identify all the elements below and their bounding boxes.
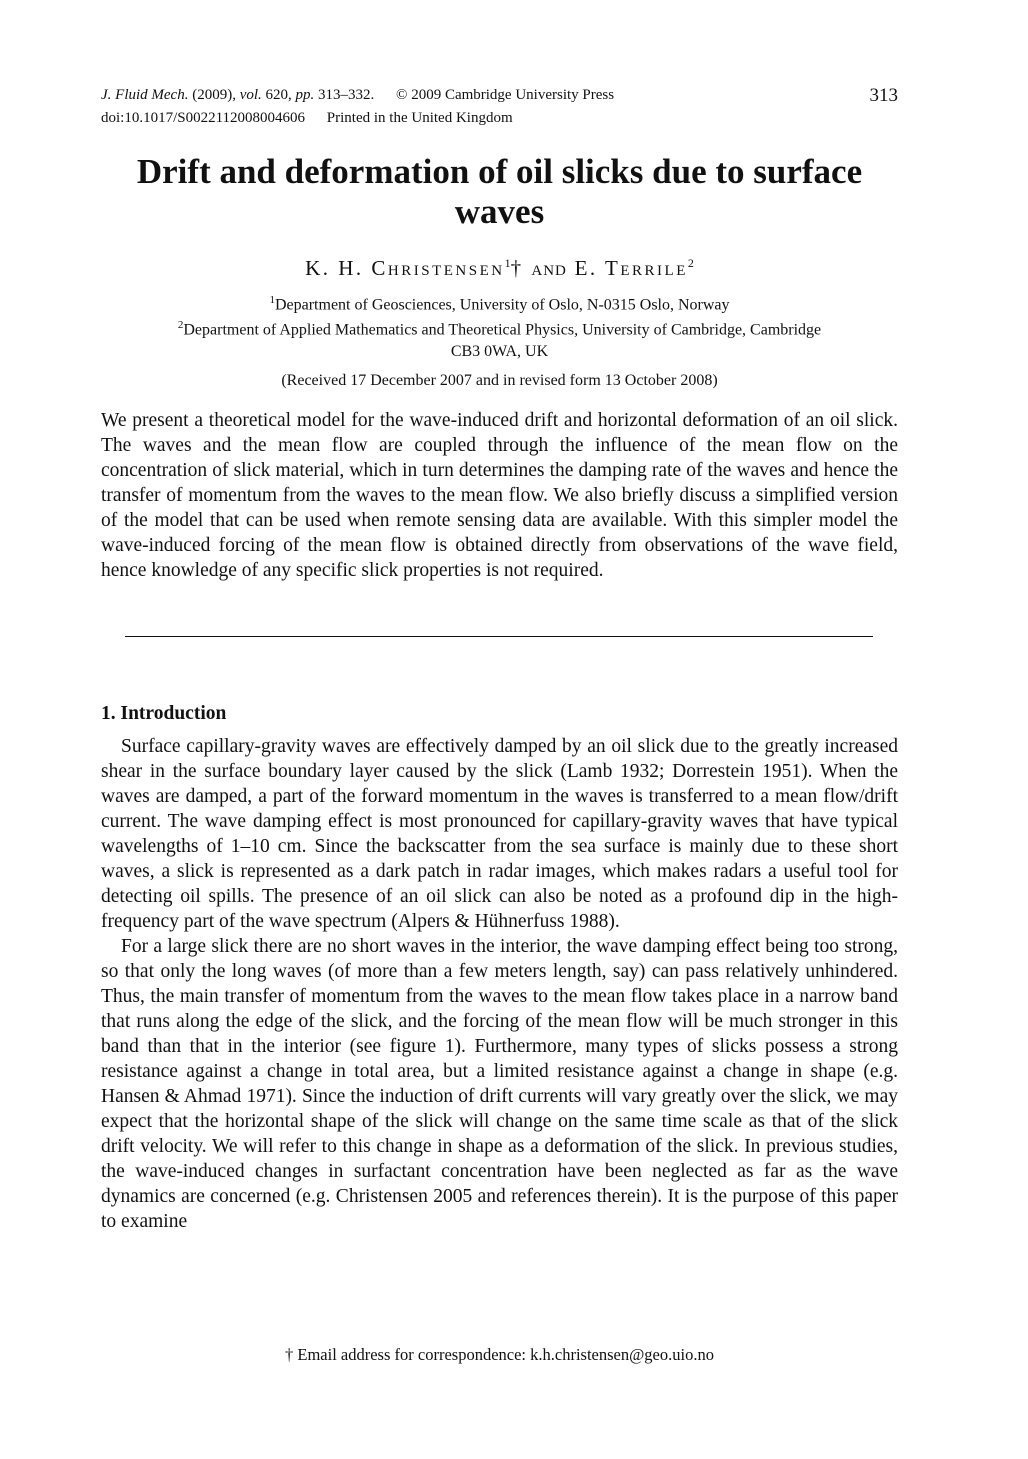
running-header — [101, 84, 898, 130]
abstract: We present a theoretical model for the wave-induced drift and horizontal deformation of an oil slick. The waves and the mean flow are coupled through the influence of the mean flow on the concentration of slick material, which in turn determines the damping rate of the waves and hence the transfer of momentum from the waves to the mean flow. We also briefly discuss a simplified version of the model that can be used when remote sensing data are available. With this simpler model the wave-induced forcing of the mean flow is obtained directly from observations of the wave field, hence knowledge of any specific slick properties is not required. — [101, 410, 898, 581]
author-conjunction: AND — [531, 263, 567, 279]
citation-line — [101, 84, 898, 107]
paragraph: For a large slick there are no short waves in the interior, the wave damping effect being too strong, so that only the long waves (of more than a few meters length, say) can pass relatively unhindered. Thus, the main transfer of momentum from the waves to the mean flow takes place in a narrow band that runs along the edge of the slick, and the forcing of the mean flow will be much stronger in this band than that in the interior (see figure 1). Furthermore, many types of slicks possess a strong resistance against a change in total area, but a limited resistance against a change in shape (e.g. Hansen & Ahmad 1971). Since the induction of drift currents will vary greatly over the slick, we may expect that the horizontal shape of the slick will change on the same time scale as that of the slick drift velocity. We will refer to this change in shape as a deformation of the slick. In previous studies, the wave-induced changes in surfactant concentration have been neglected as far as the wave dynamics are concerned (e.g. Christensen 2005 and references therein). It is the purpose of this paper to examine — [101, 936, 898, 1232]
affiliation-2-mark: 2 — [177, 319, 184, 331]
author-line — [101, 256, 898, 281]
affiliation-1-mark: 1 — [269, 294, 275, 306]
author-2-affiliation-mark: 2 — [687, 256, 694, 270]
affiliation-1-text: Department of Geosciences, University of Oslo, N-0315 Oslo, Norway — [274, 296, 730, 314]
page-number: 313 — [869, 85, 898, 106]
affiliation-2 — [101, 314, 898, 363]
affiliation-2-postcode: CB3 0WA, UK — [450, 343, 549, 361]
journal-year: (2009), — [192, 87, 236, 103]
received-dates: (Received 17 December 2007 and in revised form 13 October 2008) — [281, 372, 718, 389]
footnote: † Email address for correspondence: k.h.christensen@geo.uio.no — [285, 1345, 714, 1364]
copyright: © 2009 Cambridge University Press — [396, 87, 615, 103]
doi: doi:10.1017/S0022112008004606 — [101, 110, 306, 126]
author-2: E. Terrile — [574, 256, 688, 280]
abstract-divider — [125, 636, 873, 637]
paragraph: Surface capillary-gravity waves are effectively damped by an oil slick due to the greatly increased shear in the surface boundary layer caused by the slick (Lamb 1932; Dorrestein 1951). When the waves are damped, a part of the forward momentum in the waves is transferred to a mean flow/drift current. The wave damping effect is most pronounced for capillary-gravity waves that have typical wavelengths of 1–10 cm. Since the backscatter from the sea surface is mainly due to these short waves, a slick is represented as a dark patch in radar images, which makes radars a useful tool for detecting oil spills. The presence of an oil slick can also be noted as a profound dip in the high-frequency part of the wave spectrum (Alpers & Hühnerfuss 1988). — [101, 736, 898, 932]
printed-in: Printed in the United Kingdom — [326, 110, 513, 126]
affiliation-2-text: Department of Applied Mathematics and Theoretical Physics, University of Cambridge, Cambridge — [183, 321, 822, 339]
affiliation-1 — [101, 289, 898, 316]
pages: 313–332. — [318, 87, 375, 103]
volume: 620, — [265, 87, 292, 103]
author-1-affiliation-mark: 1 — [504, 256, 511, 270]
volume-label: vol. — [239, 87, 262, 103]
journal-name: J. Fluid Mech. — [101, 87, 189, 103]
paper-title: Drift and deformation of oil slicks due to surface waves — [136, 152, 863, 231]
doi-line — [101, 107, 898, 130]
author-1: K. H. Christensen — [305, 256, 505, 280]
dagger-mark: † — [510, 256, 524, 280]
section-heading: 1. Introduction — [101, 703, 227, 724]
section-body — [101, 734, 898, 1234]
pages-label: pp. — [295, 87, 315, 103]
